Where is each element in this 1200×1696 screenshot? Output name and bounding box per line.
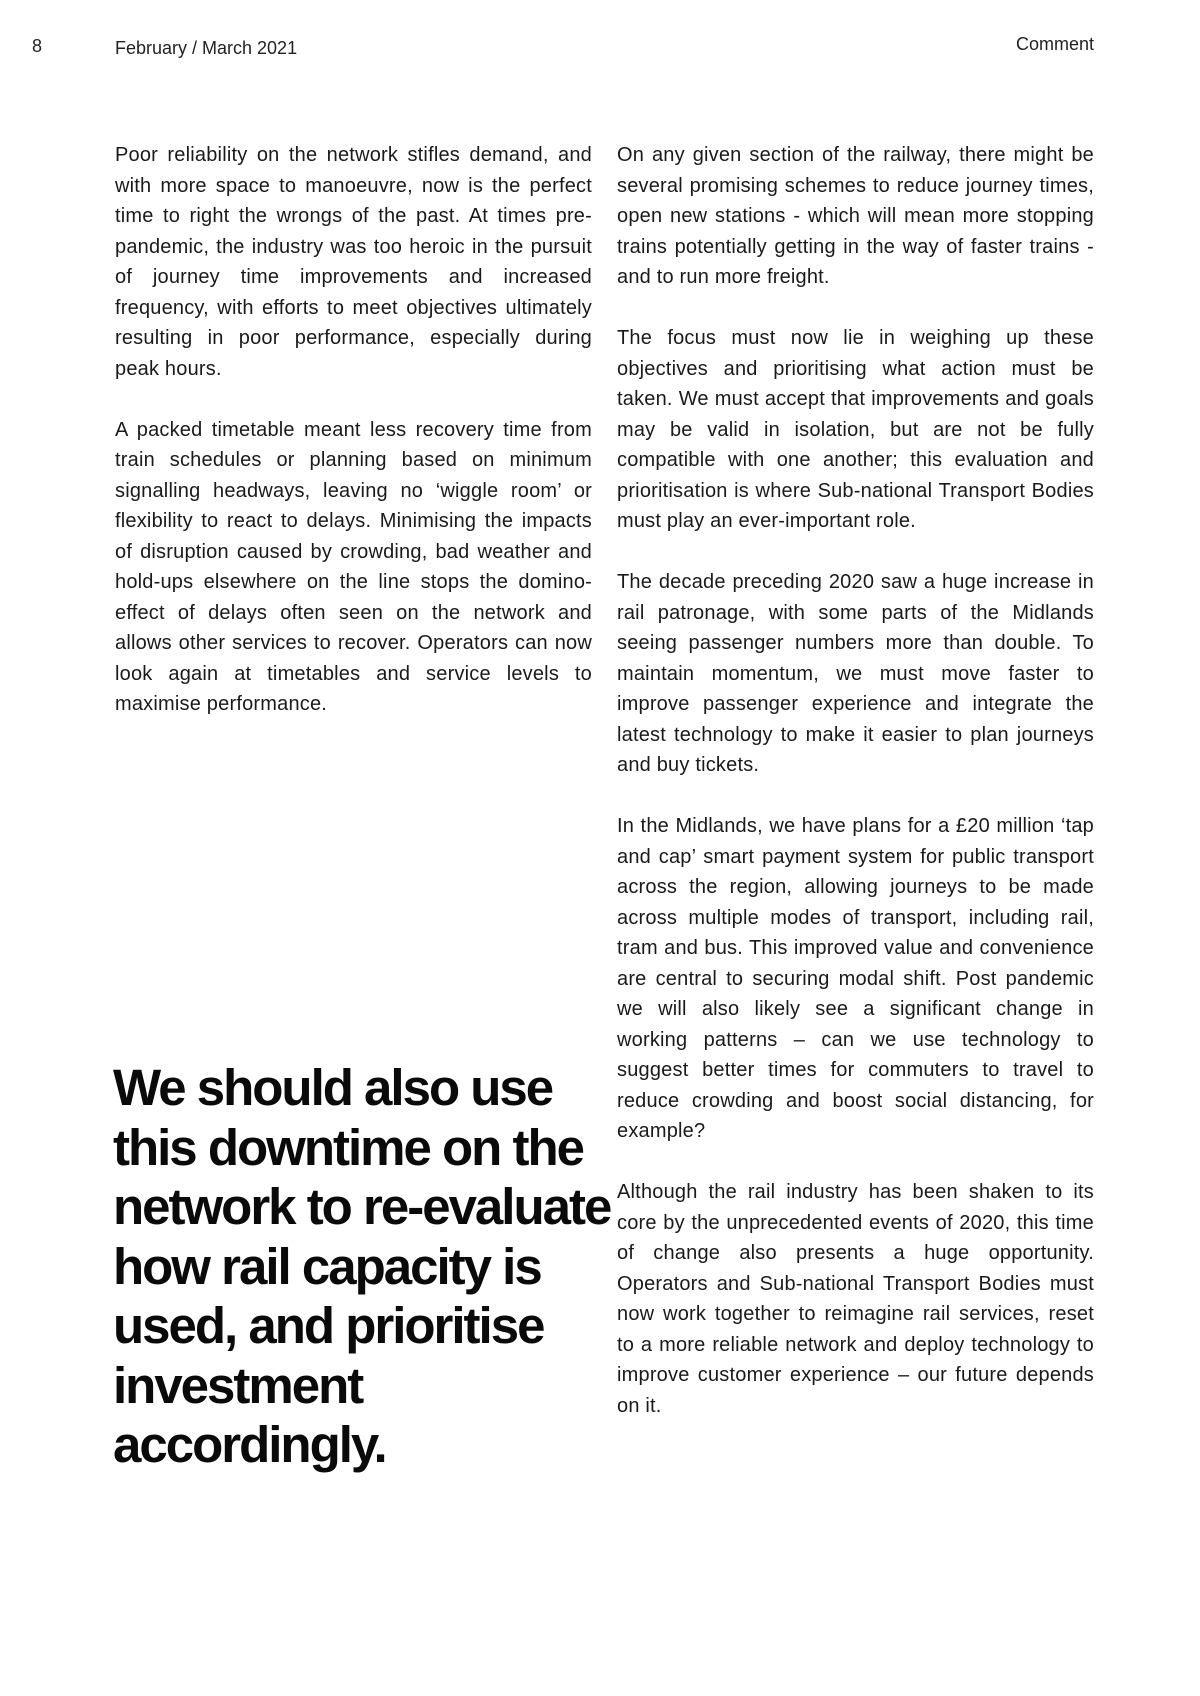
body-paragraph: Although the rail industry has been shaken to its core by the unprecedented events of 2020, this time of change also presents a huge opportunity. Operators and Sub-national Transport Bodies must now work together to reimagine rail services, reset to a more reliable network and deploy technology to improve customer experience – our future depends on it.: [617, 1181, 1094, 1417]
right-column: [617, 140, 1094, 1452]
issue-date: February / March 2021: [115, 38, 298, 58]
section-label: Comment: [1015, 34, 1094, 54]
body-paragraph: The focus must now lie in weighing up these objectives and prioritising what action must be taken. We must accept that improvements and goals may be valid in isolation, but are not be fully compatible with one another; this evaluation and prioritisation is where Sub-national Transport Bodies must play an ever-important role.: [617, 327, 1094, 532]
body-paragraph: A packed timetable meant less recovery time from train schedules or planning based on minimum signalling headways, leaving no ‘wiggle room’ or flexibility to react to delays. Minimising the impacts of disruption caused by crowding, bad weather and hold-ups elsewhere on the line stops the domino-effect of delays often seen on the network and allows other services to recover. Operators can now look again at timetables and service levels to maximise performance.: [115, 418, 592, 715]
body-paragraph: On any given section of the railway, there might be several promising schemes to reduce journey times, open new stations - which will mean more stopping trains potentially getting in the way of faster trains - and to run more freight.: [617, 144, 1094, 288]
body-paragraph: Poor reliability on the network stifles demand, and with more space to manoeuvre, now is the perfect time to right the wrongs of the past. At times pre-pandemic, the industry was too heroic in the pursuit of journey time improvements and increased frequency, with efforts to meet objectives ultimately resulting in poor performance, especially during peak hours.: [115, 144, 592, 380]
left-column: [115, 140, 592, 750]
pull-quote: We should also use this downtime on the network to re-evaluate how rail capacity is used, and prioritise investment accordingly.: [113, 1059, 611, 1473]
page-number: 8: [32, 36, 43, 56]
body-paragraph: In the Midlands, we have plans for a £20 million ‘tap and cap’ smart payment system for public transport across the region, allowing journeys to be made across multiple modes of transport, including rail, tram and bus. This improved value and convenience are central to securing modal shift. Post pandemic we will also likely see a significant change in working patterns – can we use technology to suggest better times for commuters to travel to reduce crowding and boost social distancing, for example?: [617, 815, 1094, 1142]
body-paragraph: The decade preceding 2020 saw a huge increase in rail patronage, with some parts of the Midlands seeing passenger numbers more than double. To maintain momentum, we must move faster to improve passenger experience and integrate the latest technology to make it easier to plan journeys and buy tickets.: [617, 571, 1094, 776]
